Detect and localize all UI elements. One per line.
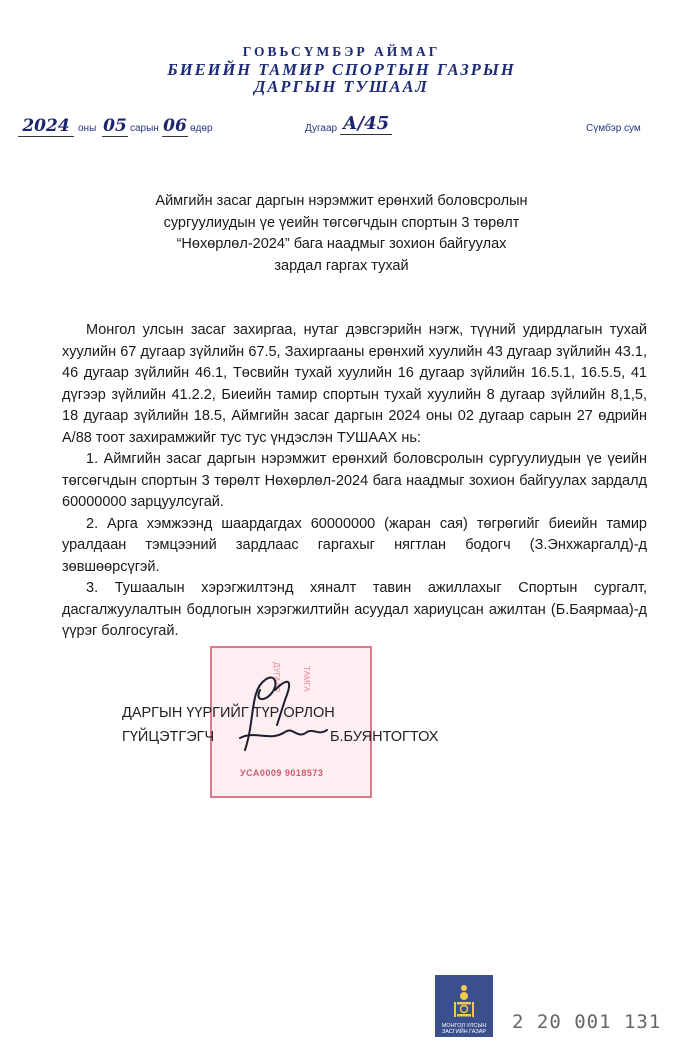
preamble-paragraph: Монгол улсын засаг захиргаа, нутаг дэвсгэрийн нэгж, түүний удирдлагын тухай хуулийн 67 дугаар зүйлийн 67.5, Захиргааны ерөнхий хуулийн 43 дугаар зүйлийн 43.1, 46 дугаар зүйлийн 46.1, Төсвийн тухай хуулийн 16 дугаар зүйлийн 16.5.1, 16.5.5, 41 дүгээр зүйлийн 41.2.2, Биеийн тамир спортын тухай хуулийн 8 дугаар зүйлийн 8,1,5, 18 дугаар зүйлийн 18.5, Аймгийн засаг даргын 2024 оны 02 дугаар сарын 27 өдрийн А/88 тоот захирамжийг тус тус үндэслэн ТУШААХ нь: [62,322,647,446]
date-day: 06 [163,116,187,136]
stamp-number: УСА0009 9018573 [240,768,324,778]
number-label: Дугаар [305,123,338,134]
signatory-title-line1: ДАРГЫН ҮҮРГИЙГ ТҮР ОРЛОН [122,705,335,721]
date-year: 2024 [18,116,74,137]
stamp-lettering: ТАМГА [302,666,311,692]
month-label: сарын [130,123,159,134]
government-emblem [435,975,493,1037]
document-number: 2 20 001 131 [512,1011,662,1033]
emblem-label: МОНГОЛ УЛСЫН [441,1023,487,1029]
emblem-label: ЗАСГИЙН ГАЗАР [441,1029,487,1035]
date-month: 05 [103,116,127,136]
soyombo-icon [454,983,474,1019]
order-item-1: 1. Аймгийн засаг даргын нэрэмжит ерөнхий боловсролын сургуулиудын үе үеийн төгсөгчдын спортын 3 төрөлт Нөхөрлөл-2024 бага наадмыг зохион байгуулах зардалд 60000000 зарцуулсугай. [62,451,647,510]
document-type: ДАРГЫН ТУШААЛ [254,77,429,96]
signatory-title-line2: ГҮЙЦЭТГЭГЧ [122,729,215,745]
date-line [18,116,218,136]
agency-region: ГОВЬСҮМБЭР АЙМАГ [242,44,441,59]
signatory-name: Б.БУЯНТОГТОХ [330,729,439,745]
title-line: зардал гаргах тухай [274,257,409,274]
title-line: Аймгийн засаг даргын нэрэмжит ерөнхий боловсролын [155,193,528,209]
title-line: “Нөхөрлөл-2024” бага наадмыг зохион байгуулах [176,236,507,252]
title-line: сургуулиудын үе үеийн төгсөгчдын спортын 3 төрөлт [163,214,520,231]
stamp-lettering: ДУГААР [272,662,281,693]
year-label: оны [78,123,97,134]
order-number: А/45 [340,113,392,135]
order-body [62,320,647,643]
day-label: өдөр [190,123,213,134]
handwritten-signature [215,660,335,760]
order-title [0,191,683,277]
agency-name: БИЕИЙН ТАМИР СПОРТЫН ГАЗРЫН [167,60,516,79]
order-item-2: 2. Арга хэмжээнд шаардагдах 60000000 (жаран сая) төгрөгийг биеийн тамир уралдаан тэмцээний зардлаас гаргахыг нягтлан бодогч (З.Энхжаргалд)-д зөвшөөрсүгэй. [62,515,647,575]
place-name: Сүмбэр сум [586,123,641,134]
order-item-3: 3. Тушаалын хэрэгжилтэнд хяналт тавин ажиллахыг Спортын сургалт, дасгалжуулалтын бодлогын хэрэгжилтийн асуудал хариуцсан ажилтан (Б.Баярмаа)-д үүрэг болгосугай. [62,580,647,639]
